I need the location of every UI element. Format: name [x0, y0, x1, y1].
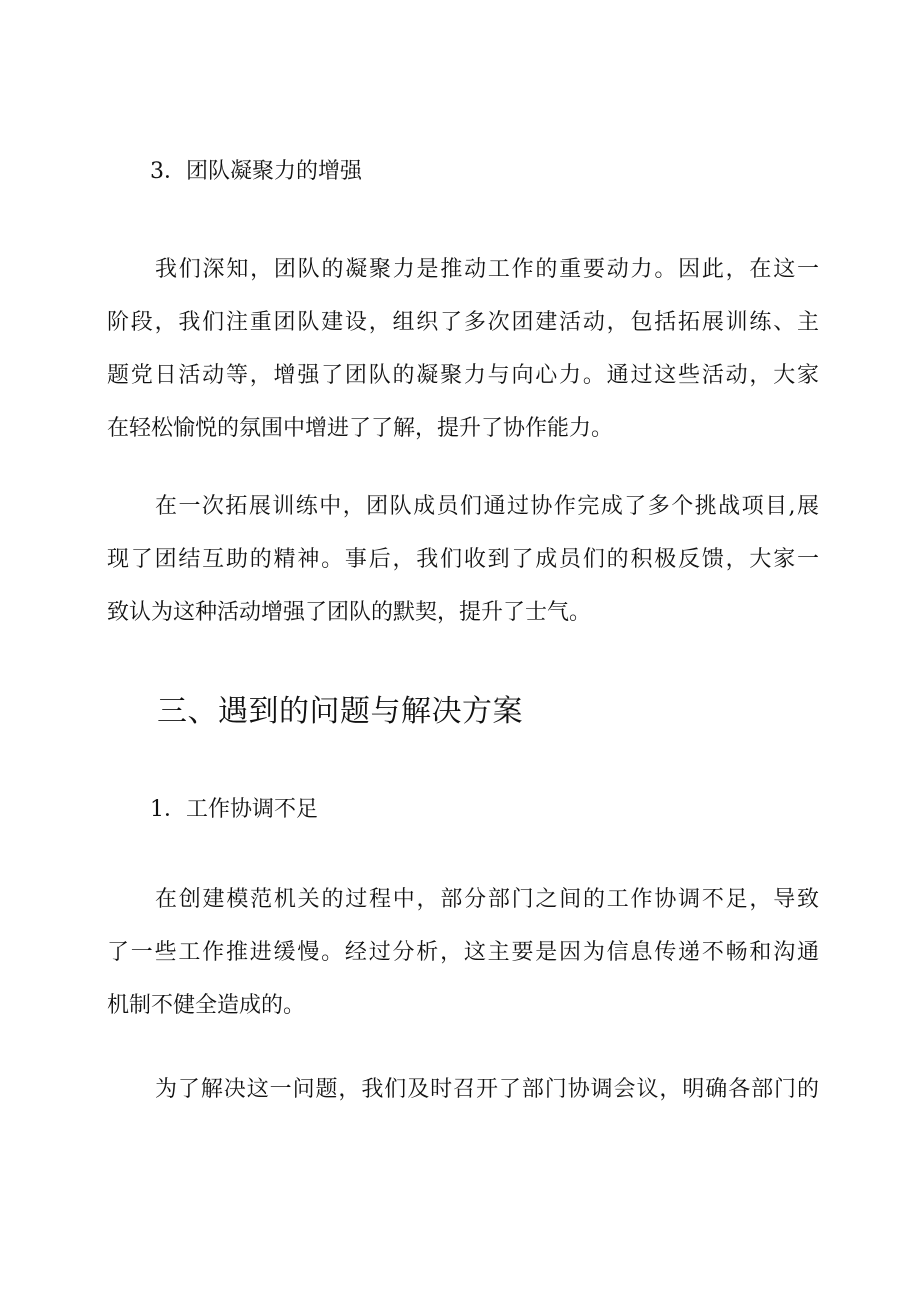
paragraph-line: 了一些工作推进缓慢。经过分析，这主要是因为信息传递不畅和沟通 [107, 940, 819, 965]
paragraph-training-example [107, 480, 819, 639]
paragraph-team-cohesion [107, 243, 819, 455]
paragraph-line: 在创建模范机关的过程中，部分部门之间的工作协调不足，导致 [155, 887, 819, 912]
paragraph-line: 致认为这种活动增强了团队的默契，提升了士气。 [107, 600, 592, 625]
paragraph-line: 阶段，我们注重团队建设，组织了多次团建活动，包括拓展训练、主 [107, 310, 819, 335]
paragraph-line: 机制不健全造成的。 [107, 993, 306, 1018]
paragraph-line: 题党日活动等，增强了团队的凝聚力与向心力。通过这些活动，大家 [107, 363, 819, 388]
subheading-team-cohesion: 3．团队凝聚力的增强 [150, 159, 362, 184]
paragraph-line: 我们深知，团队的凝聚力是推动工作的重要动力。因此，在这一 [155, 257, 819, 282]
paragraph-line: 在轻松愉悦的氛围中增进了了解，提升了协作能力。 [107, 416, 614, 441]
paragraph-line: 现了团结互助的精神。事后，我们收到了成员们的积极反馈，大家一 [107, 547, 819, 572]
section-title-problems-solutions: 三、遇到的问题与解决方案 [157, 694, 523, 729]
paragraph-line: 在一次拓展训练中，团队成员们通过协作完成了多个挑战项目,展 [155, 494, 819, 519]
paragraph-solution [107, 1063, 819, 1116]
paragraph-line: 为了解决这一问题，我们及时召开了部门协调会议，明确各部门的 [155, 1077, 819, 1102]
paragraph-coordination-issue [107, 873, 819, 1032]
subheading-coordination: 1．工作协调不足 [150, 797, 318, 822]
